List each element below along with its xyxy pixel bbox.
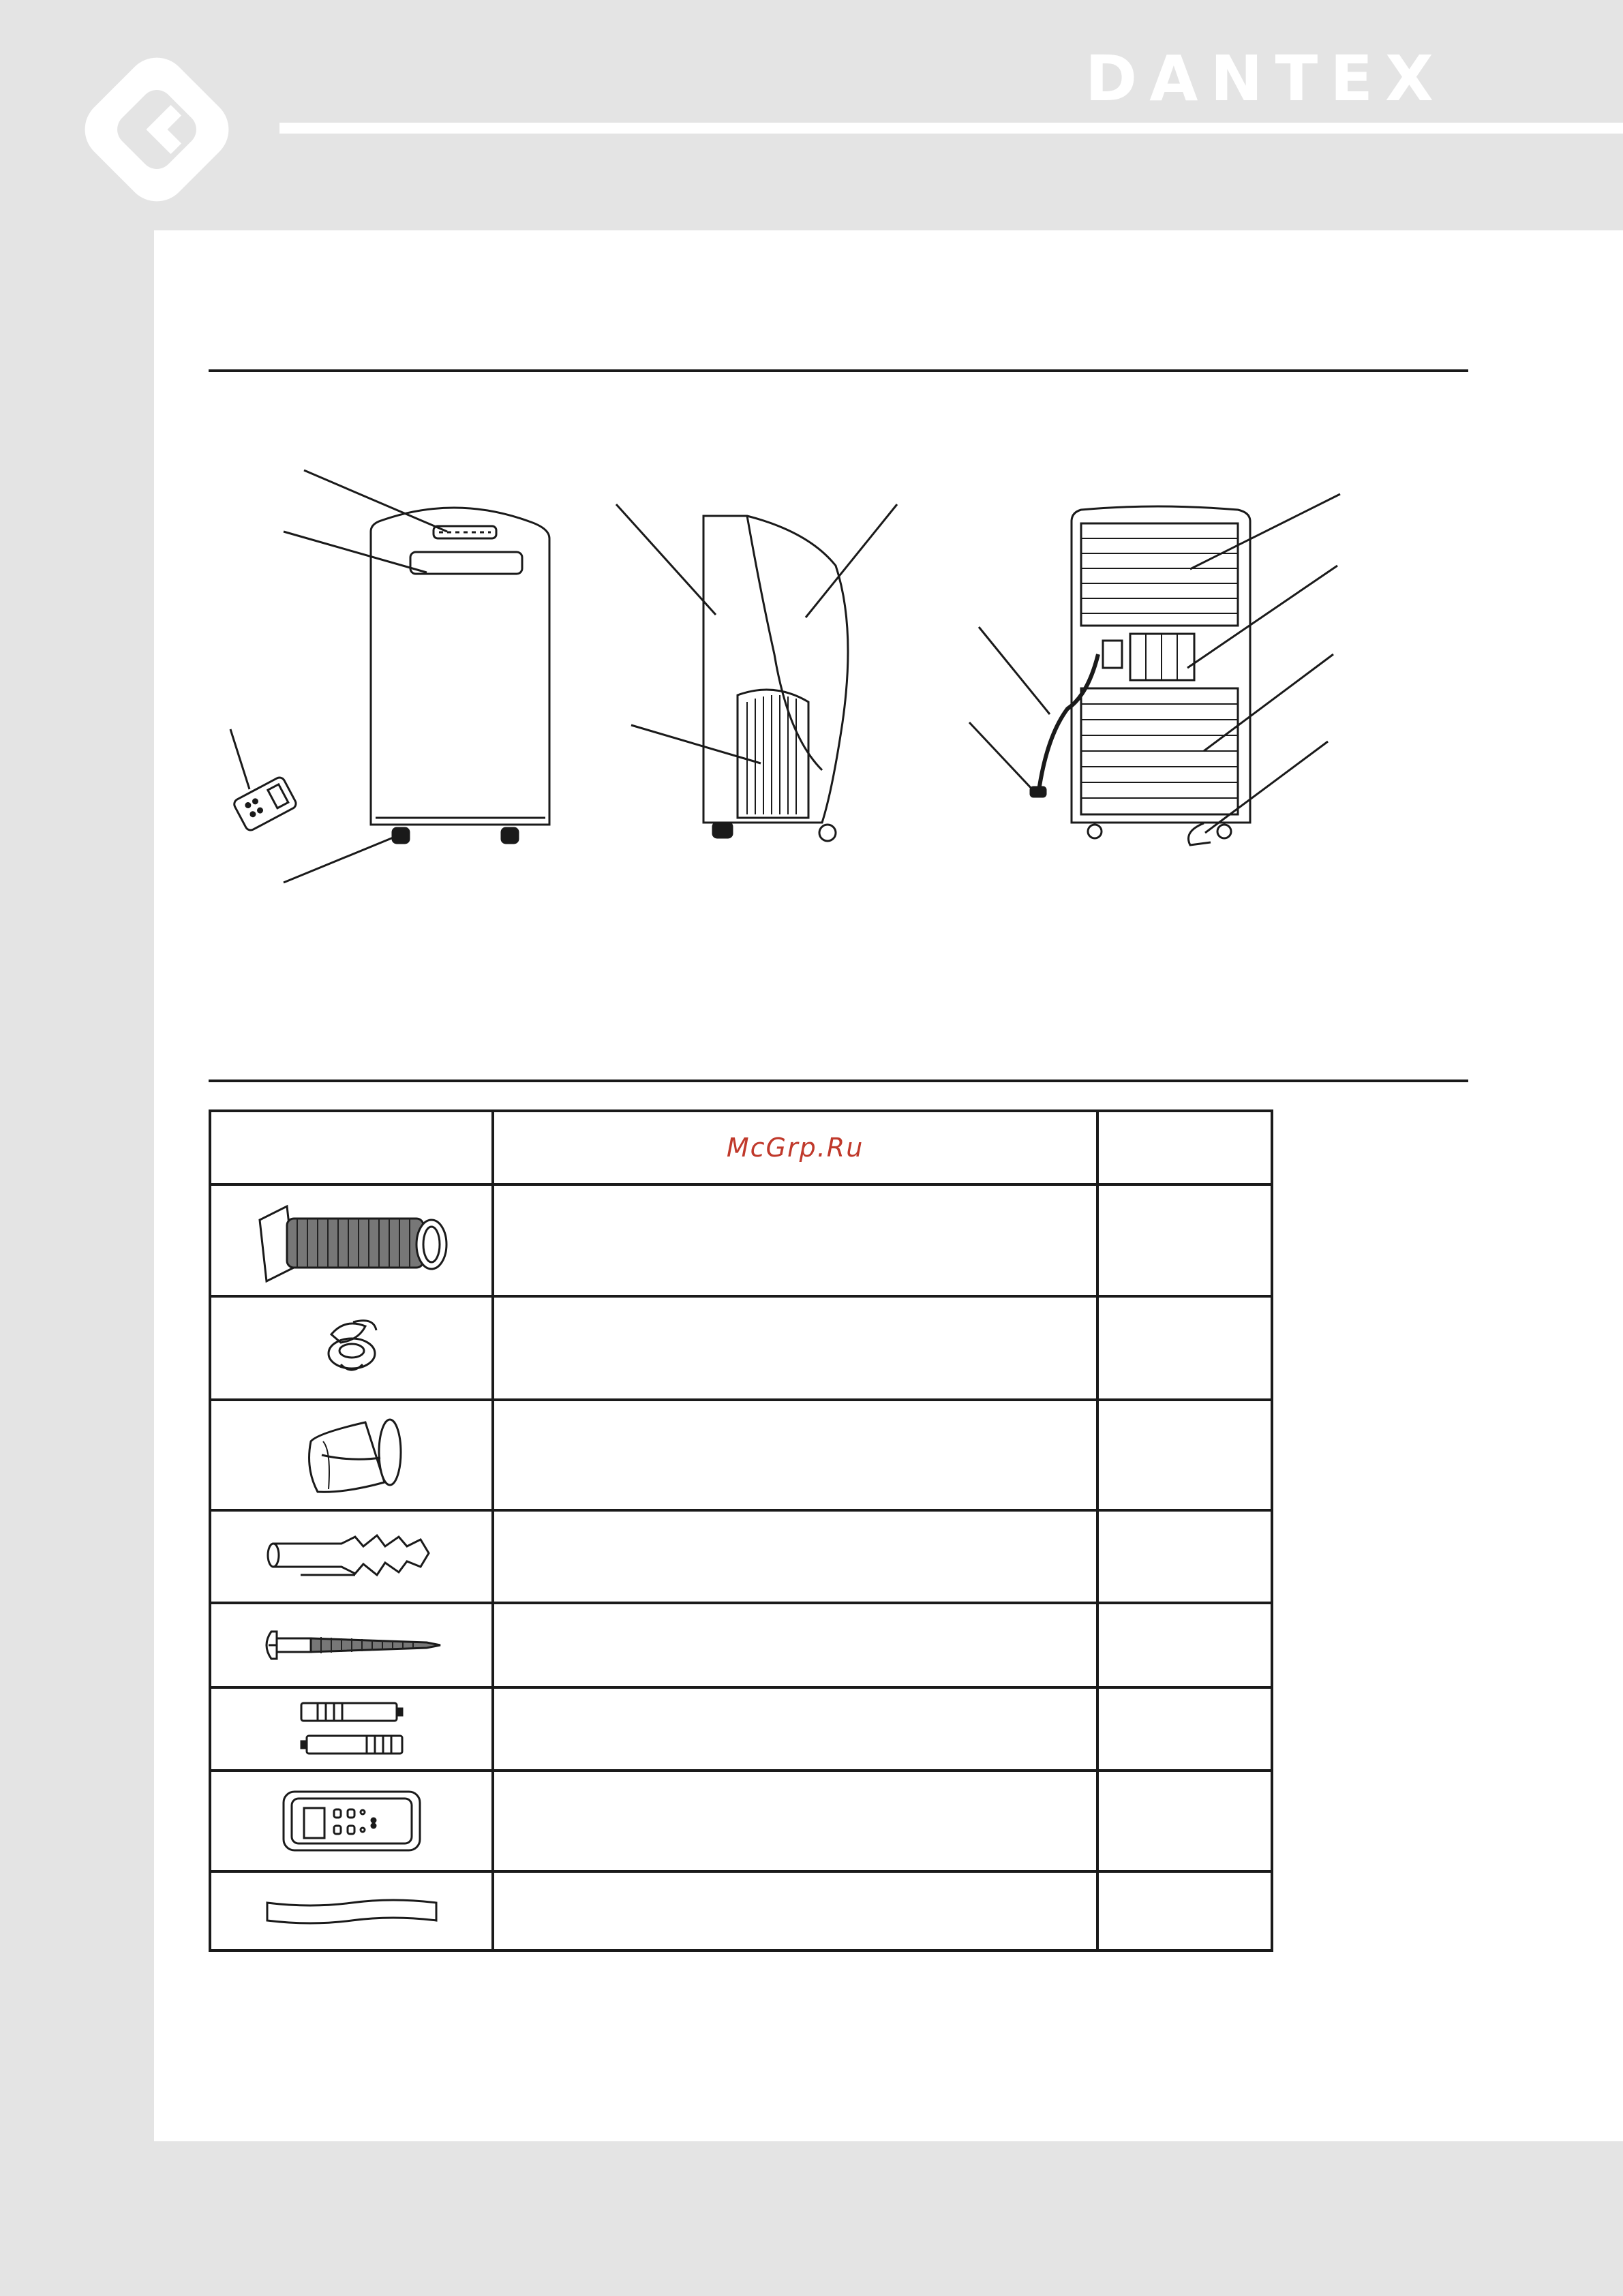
- table-row: [210, 1184, 1272, 1296]
- row-description-cell: [493, 1184, 1097, 1296]
- header-rule: [279, 123, 1623, 134]
- row-quantity-cell: [1097, 1687, 1272, 1771]
- row-image-cell: [210, 1603, 493, 1687]
- accessories-table: [209, 1109, 1273, 1952]
- row-quantity-cell: [1097, 1510, 1272, 1603]
- row-quantity-cell: [1097, 1771, 1272, 1871]
- table-row: [210, 1400, 1272, 1510]
- row-quantity-cell: [1097, 1871, 1272, 1950]
- row-description-cell: [493, 1400, 1097, 1510]
- row-image-cell: [210, 1871, 493, 1950]
- table-row: [210, 1687, 1272, 1771]
- brand-name: DANTEX: [1084, 42, 1446, 115]
- window-adapter-icon: [290, 1407, 413, 1503]
- header-image-cell: [210, 1111, 493, 1184]
- watermark-text: McGrp.Ru: [726, 1133, 864, 1163]
- row-image-cell: [210, 1771, 493, 1871]
- header-description-cell: [493, 1111, 1097, 1184]
- unit-diagram: [209, 436, 1395, 913]
- row-description-cell: [493, 1871, 1097, 1950]
- table-header-row: [210, 1111, 1272, 1184]
- row-image-cell: [210, 1296, 493, 1400]
- row-image-cell: [210, 1400, 493, 1510]
- brand-logo-icon: [68, 41, 245, 218]
- section-divider-bottom: [209, 1080, 1468, 1082]
- side-view: [616, 504, 897, 841]
- row-image-cell: [210, 1687, 493, 1771]
- exhaust-hose-icon: [246, 1193, 457, 1288]
- row-quantity-cell: [1097, 1184, 1272, 1296]
- row-description-cell: [493, 1296, 1097, 1400]
- row-description-cell: [493, 1603, 1097, 1687]
- table-row: [210, 1871, 1272, 1950]
- table-row: [210, 1771, 1272, 1871]
- batteries-icon: [290, 1695, 413, 1763]
- row-image-cell: [210, 1184, 493, 1296]
- row-quantity-cell: [1097, 1603, 1272, 1687]
- row-description-cell: [493, 1687, 1097, 1771]
- front-view: [230, 470, 549, 883]
- drain-plug-icon: [311, 1307, 393, 1389]
- screw-icon: [256, 1618, 447, 1672]
- row-image-cell: [210, 1510, 493, 1603]
- table-row: [210, 1510, 1272, 1603]
- row-description-cell: [493, 1510, 1097, 1603]
- back-view: [969, 494, 1340, 845]
- row-quantity-cell: [1097, 1400, 1272, 1510]
- remote-control-icon: [277, 1784, 427, 1858]
- sealing-strip-icon: [263, 1891, 440, 1931]
- front-remote-icon: [232, 776, 298, 832]
- row-quantity-cell: [1097, 1296, 1272, 1400]
- header-quantity-cell: [1097, 1111, 1272, 1184]
- row-description-cell: [493, 1771, 1097, 1871]
- section-divider-top: [209, 369, 1468, 372]
- table-row: [210, 1296, 1272, 1400]
- wall-anchor-icon: [260, 1526, 444, 1587]
- table-row: [210, 1603, 1272, 1687]
